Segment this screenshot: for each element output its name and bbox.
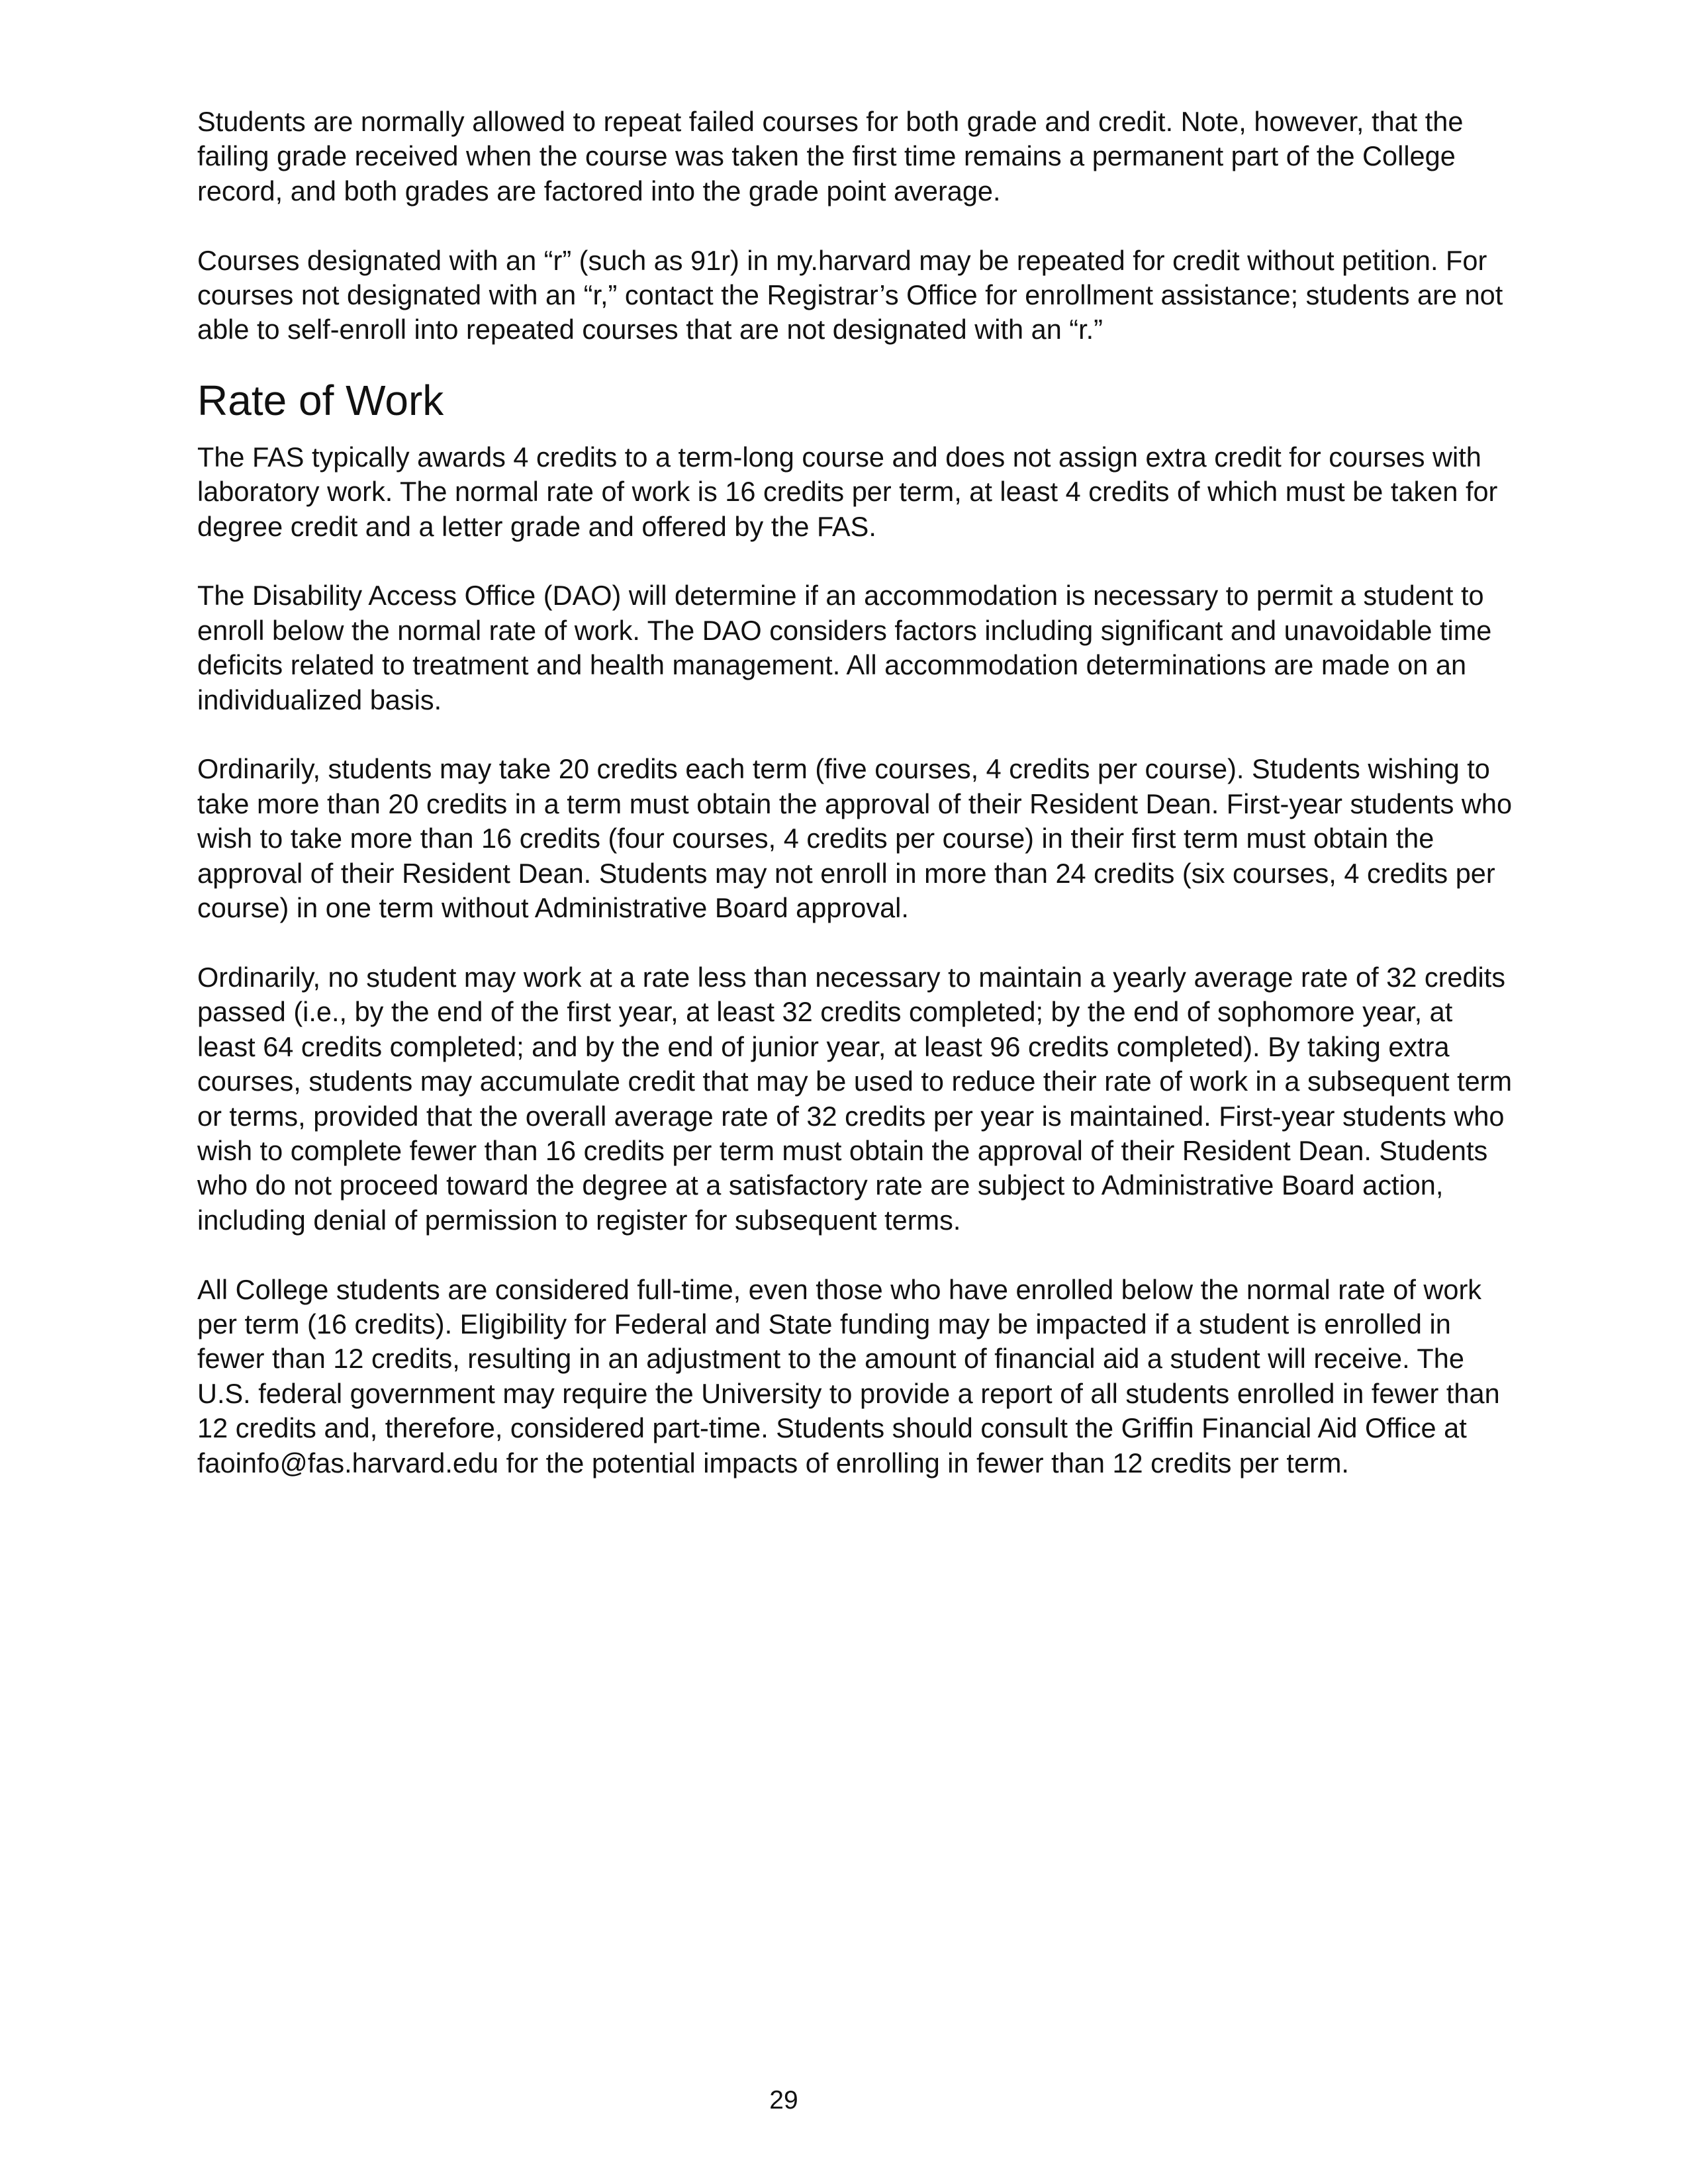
section-heading: Rate of Work: [197, 376, 444, 424]
repeatable-courses-paragraph: Courses designated with an “r” (such as 91r) in my.harvard may be repeated for credit without petition. For courses not designated with an “r,” contact the Registrar’s Office for enrollment assistance; students are not able to self-enroll into repeated courses that are not designated with an “r.”: [197, 244, 1503, 345]
full-time-status-paragraph: All College students are considered full-time, even those who have enrolled below the normal rate of work per term (16 credits). Eligibility for Federal and State funding may be impacted if a student is enrolled in fewer than 12 credits, resulting in an adjustment to the amount of financial aid a student will receive. The U.S. federal government may require the University to provide a report of all students enrolled in fewer than 12 credits and, therefore, considered part-time. Students should consult the Griffin Financial Aid Office at faoinfo@fas.harvard.edu for the potential impacts of enrolling in fewer than 12 credits per term.: [197, 1273, 1500, 1479]
minimum-rate-paragraph: Ordinarily, no student may work at a rate less than necessary to maintain a yearly average rate of 32 credits passed (i.e., by the end of the first year, at least 32 credits completed; by the end of sophomore year, at least 64 credits completed; and by the end of junior year, at least 96 credits completed). By taking extra courses, students may accumulate credit that may be used to reduce their rate of work in a subsequent term or terms, provided that the overall average rate of 32 credits per year is maintained. First-year students who wish to complete fewer than 16 credits per term must obtain the approval of their Resident Dean. Students who do not proceed toward the degree at a satisfactory rate are subject to Administrative Board action, including denial of permission to register for subsequent terms.: [197, 961, 1513, 1236]
disability-access-paragraph: The Disability Access Office (DAO) will determine if an accommodation is necessary to permit a student to enroll below the normal rate of work. The DAO considers factors including significant and unavoidable time deficits related to treatment and health management. All accommodation determinations are made on an individualized basis.: [197, 580, 1492, 715]
page-number: 29: [769, 2086, 798, 2115]
credits-paragraph: The FAS typically awards 4 credits to a term-long course and does not assign extra credit for courses with laboratory work. The normal rate of work is 16 credits per term, at least 4 credits of which must be taken for degree credit and a letter grade and offered by the FAS.: [197, 441, 1498, 542]
credit-limits-paragraph: Ordinarily, students may take 20 credits each term (five courses, 4 credits per course). Students wishing to take more than 20 credits in a term must obtain the approval of their Resident Dean. First-year students who wish to take more than 16 credits (four courses, 4 credits per course) in their first term must obtain the approval of their Resident Dean. Students may not enroll in more than 24 credits (six courses, 4 credits per course) in one term without Administrative Board approval.: [197, 753, 1513, 924]
repeat-failed-courses-paragraph: Students are normally allowed to repeat failed courses for both grade and credit. Note, however, that the failing grade received when the course was taken the first time remains a permanent part of the College record, and both grades are factored into the grade point average.: [197, 106, 1464, 206]
page-body: [197, 105, 1515, 1480]
